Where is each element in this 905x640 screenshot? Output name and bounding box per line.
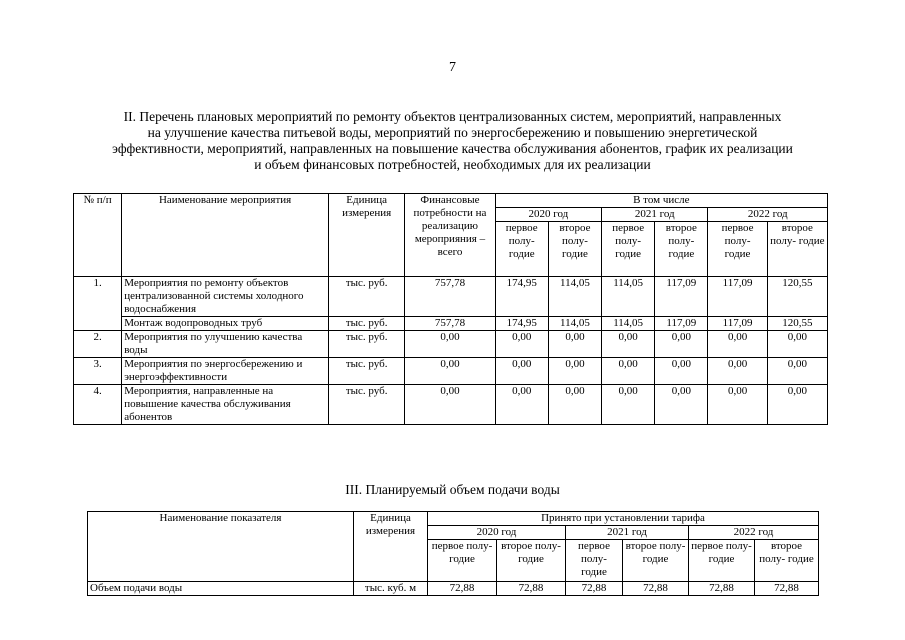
header-year: 2020 год bbox=[428, 526, 566, 540]
row-value: 117,09 bbox=[708, 277, 767, 317]
header-year: 2020 год bbox=[495, 208, 601, 222]
row-value: 72,88 bbox=[497, 582, 566, 596]
row-value: 174,95 bbox=[495, 317, 548, 331]
row-value: 0,00 bbox=[767, 385, 827, 425]
header-half-first: первое полу- годие bbox=[708, 222, 767, 277]
row-unit: тыс. руб. bbox=[329, 277, 405, 317]
row-value: 114,05 bbox=[548, 277, 601, 317]
row-unit: тыс. куб. м bbox=[354, 582, 428, 596]
header-unit: Единица измерения bbox=[329, 194, 405, 277]
row-value: 0,00 bbox=[767, 358, 827, 385]
water-volume-table bbox=[87, 511, 819, 596]
row-total: 0,00 bbox=[405, 331, 495, 358]
row-total: 0,00 bbox=[405, 358, 495, 385]
table-row bbox=[88, 582, 819, 596]
row-value: 0,00 bbox=[708, 385, 767, 425]
table-row bbox=[74, 385, 828, 425]
table-row bbox=[74, 277, 828, 317]
header-half-second: второе полу- годие bbox=[497, 540, 566, 582]
table-row bbox=[74, 331, 828, 358]
row-unit: тыс. руб. bbox=[329, 331, 405, 358]
row-value: 0,00 bbox=[602, 385, 655, 425]
row-activity: Мероприятия, направленные на повышение качества обслуживания абонентов bbox=[122, 385, 329, 425]
section-2-title-line: II. Перечень плановых мероприятий по ремонту объектов централизованных систем, мероприятий, направленных bbox=[123, 109, 782, 124]
row-unit: тыс. руб. bbox=[329, 317, 405, 331]
header-half-first: первое полу- годие bbox=[689, 540, 755, 582]
section-2-title-line: и объем финансовых потребностей, необходимых для их реализации bbox=[254, 157, 651, 172]
row-num: 2. bbox=[74, 331, 122, 358]
section-2-title-line: на улучшение качества питьевой воды, мероприятий по энергосбережению и повышению энергетической bbox=[147, 125, 758, 140]
row-num: 1. bbox=[74, 277, 122, 331]
section-2-title bbox=[60, 109, 845, 173]
row-value: 114,05 bbox=[602, 317, 655, 331]
header-year: 2021 год bbox=[566, 526, 689, 540]
row-value: 114,05 bbox=[602, 277, 655, 317]
header-including: В том числе bbox=[495, 194, 827, 208]
row-value: 0,00 bbox=[708, 331, 767, 358]
header-activity-name: Наименование мероприятия bbox=[122, 194, 329, 277]
row-total: 757,78 bbox=[405, 317, 495, 331]
row-value: 117,09 bbox=[655, 277, 708, 317]
header-half-first: первое полу- годие bbox=[428, 540, 497, 582]
header-accepted: Принято при установлении тарифа bbox=[428, 512, 819, 526]
row-num: 3. bbox=[74, 358, 122, 385]
header-half-first: первое полу- годие bbox=[602, 222, 655, 277]
row-activity: Мероприятия по улучшению качества воды bbox=[122, 331, 329, 358]
row-value: 72,88 bbox=[689, 582, 755, 596]
row-value: 0,00 bbox=[495, 385, 548, 425]
row-total: 0,00 bbox=[405, 385, 495, 425]
header-unit: Единица измерения bbox=[354, 512, 428, 582]
header-finance: Финансовые потребности на реализацию мероприяния – всего bbox=[405, 194, 495, 277]
row-value: 0,00 bbox=[548, 331, 601, 358]
row-value: 114,05 bbox=[548, 317, 601, 331]
table-row bbox=[74, 317, 828, 331]
row-value: 0,00 bbox=[495, 358, 548, 385]
row-value: 174,95 bbox=[495, 277, 548, 317]
row-value: 0,00 bbox=[655, 385, 708, 425]
header-year: 2022 год bbox=[689, 526, 819, 540]
row-value: 0,00 bbox=[655, 331, 708, 358]
row-value: 117,09 bbox=[708, 317, 767, 331]
page-number: 7 bbox=[449, 60, 456, 75]
header-half-second: второе полу- годие bbox=[755, 540, 819, 582]
header-year: 2022 год bbox=[708, 208, 828, 222]
row-unit: тыс. руб. bbox=[329, 358, 405, 385]
row-value: 117,09 bbox=[655, 317, 708, 331]
row-value: 72,88 bbox=[755, 582, 819, 596]
row-activity: Монтаж водопроводных труб bbox=[122, 317, 329, 331]
header-half-first: первое полу- годие bbox=[566, 540, 623, 582]
row-value: 0,00 bbox=[767, 331, 827, 358]
row-value: 120,55 bbox=[767, 277, 827, 317]
row-total: 757,78 bbox=[405, 277, 495, 317]
row-value: 0,00 bbox=[602, 331, 655, 358]
row-value: 0,00 bbox=[655, 358, 708, 385]
row-activity: Мероприятия по энергосбережению и энергоэффективности bbox=[122, 358, 329, 385]
row-value: 120,55 bbox=[767, 317, 827, 331]
row-value: 0,00 bbox=[548, 385, 601, 425]
table-row bbox=[74, 358, 828, 385]
row-value: 72,88 bbox=[623, 582, 689, 596]
header-indicator-name: Наименование показателя bbox=[88, 512, 354, 582]
header-half-second: второе полу- годие bbox=[548, 222, 601, 277]
header-half-second: второе полу- годие bbox=[767, 222, 827, 277]
header-year: 2021 год bbox=[602, 208, 708, 222]
row-value: 0,00 bbox=[602, 358, 655, 385]
row-value: 72,88 bbox=[428, 582, 497, 596]
header-half-second: второе полу- годие bbox=[655, 222, 708, 277]
row-value: 0,00 bbox=[548, 358, 601, 385]
header-num: № п/п bbox=[74, 194, 122, 277]
header-half-first: первое полу- годие bbox=[495, 222, 548, 277]
row-value: 0,00 bbox=[495, 331, 548, 358]
row-activity: Мероприятия по ремонту объектов централизованной системы холодного водоснабжения bbox=[122, 277, 329, 317]
row-indicator: Объем подачи воды bbox=[88, 582, 354, 596]
row-value: 0,00 bbox=[708, 358, 767, 385]
section-3-title: III. Планируемый объем подачи воды bbox=[345, 482, 560, 497]
row-value: 72,88 bbox=[566, 582, 623, 596]
section-2-title-line: эффективности, мероприятий, направленных на повышение качества обслуживания абонентов, график их реализации bbox=[112, 141, 793, 156]
header-half-second: второе полу- годие bbox=[623, 540, 689, 582]
activities-table bbox=[73, 193, 828, 425]
row-unit: тыс. руб. bbox=[329, 385, 405, 425]
row-num: 4. bbox=[74, 385, 122, 425]
